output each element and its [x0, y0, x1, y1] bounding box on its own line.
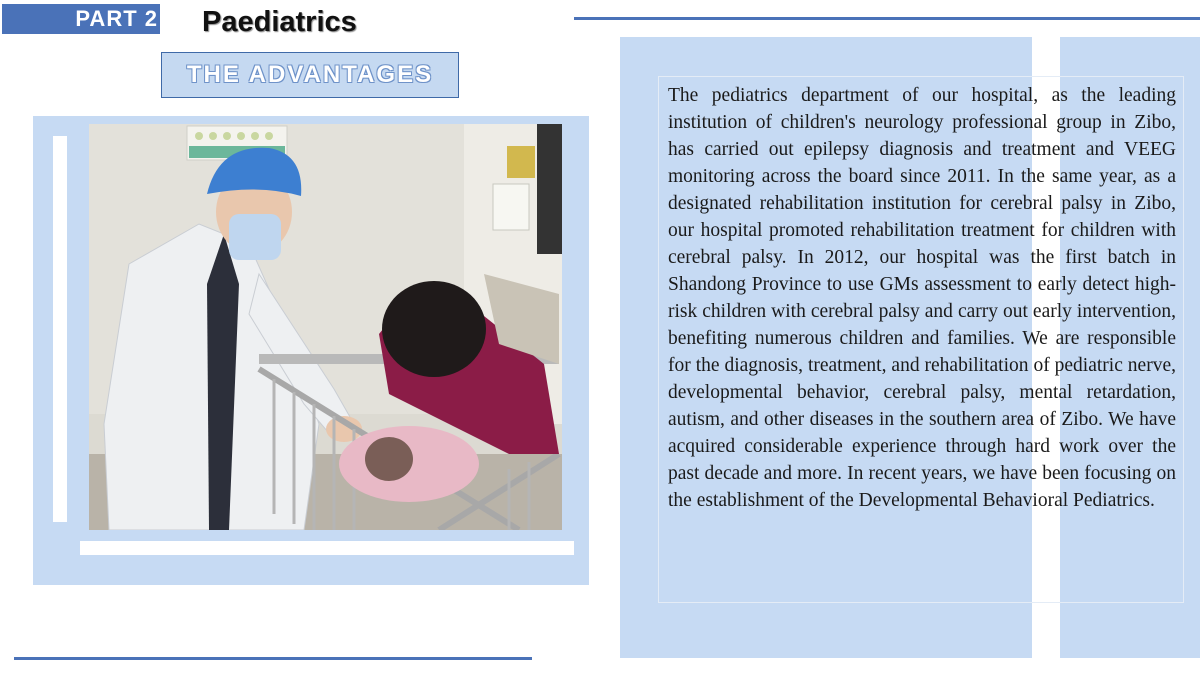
hospital-photo — [89, 124, 562, 530]
photo-illustration — [89, 124, 562, 530]
part-badge: PART 2 — [2, 4, 160, 34]
description-paragraph: The pediatrics department of our hospital, as the leading institution of children's neurology professional group in Zibo, has carried out epilepsy diagnosis and treatment and VEEG monitoring across the board since 2011. In the same year, as a designated rehabilitation institution for cerebral palsy in Zibo, our hospital promoted rehabilitation treatment for children with cerebral palsy. In 2012, our hospital was the first batch in Shandong Province to use GMs assessment to early detect high-risk children with cerebral palsy and carry out early intervention, benefiting numerous children and families. We are responsible for the diagnosis, treatment, and rehabilitation of pediatric nerve, developmental behavior, cerebral palsy, mental retardation, autism, and other diseases in the southern area of Zibo. We have acquired considerable experience through hard work over the past decade and more. In recent years, we have been focusing on the establishment of the Developmental Behavioral Pediatrics. — [668, 85, 1176, 511]
page-title: Paediatrics — [202, 6, 357, 38]
top-divider — [574, 17, 1200, 20]
section-label: THE ADVANTAGES — [161, 52, 459, 98]
bottom-divider — [14, 657, 532, 660]
photo-frame-accent-left — [53, 136, 67, 522]
photo-frame-accent-bottom — [80, 541, 574, 555]
